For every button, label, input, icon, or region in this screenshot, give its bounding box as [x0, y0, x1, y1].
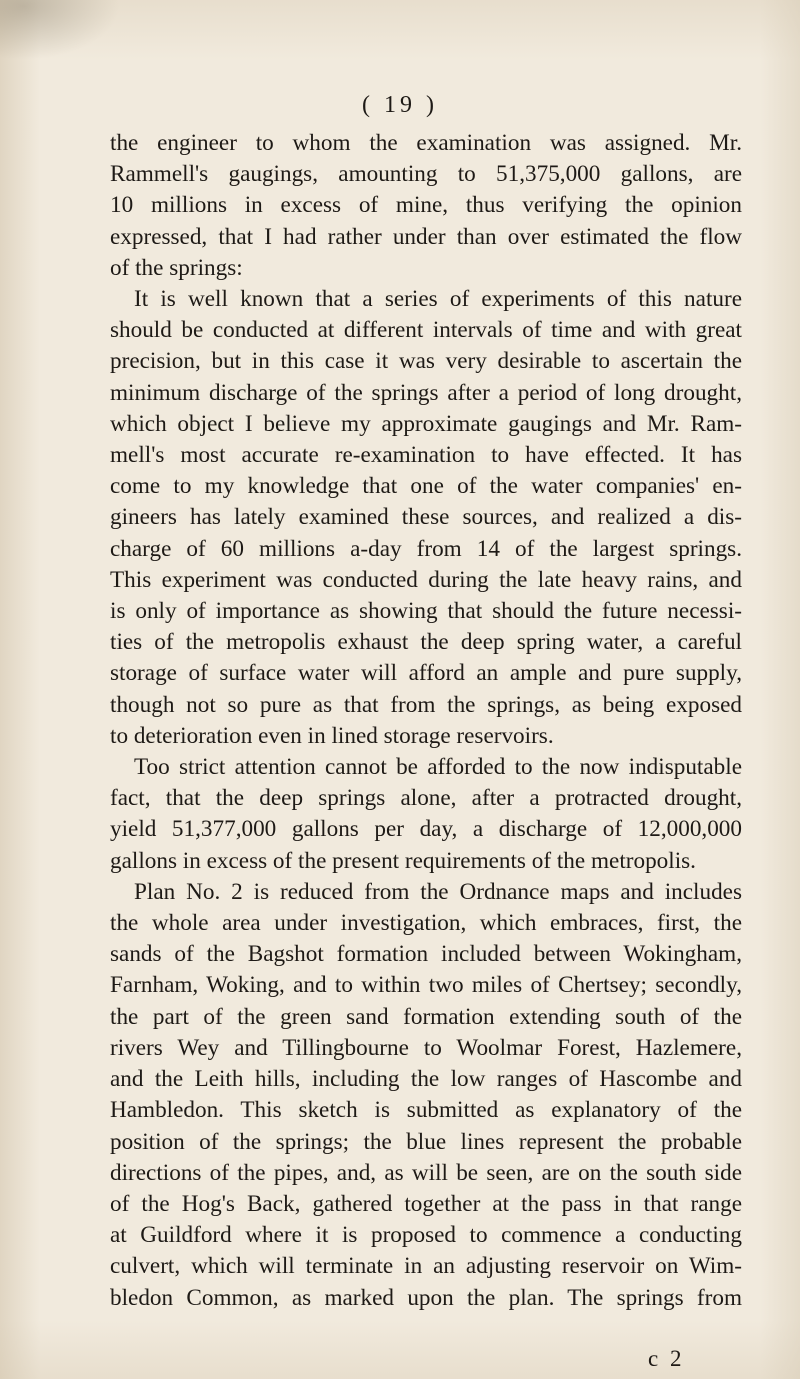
text-line: directions of the pipes, and, as will be seen, are on the south side — [110, 1159, 742, 1186]
text-line: and the Leith hills, including the low ranges of Hascombe and — [110, 1066, 742, 1093]
text-line: gineers has lately examined these sources, and realized a dis- — [110, 504, 742, 531]
signature-mark: c 2 — [648, 1346, 685, 1371]
text-line: minimum discharge of the springs after a period of long drought, — [110, 379, 742, 406]
text-line: This experiment was conducted during the late heavy rains, and — [110, 566, 742, 593]
page-number: ( 19 ) — [362, 92, 438, 118]
text-line: rivers Wey and Tillingbourne to Woolmar Forest, Hazlemere, — [110, 1034, 742, 1061]
text-line: should be conducted at different intervals of time and with great — [110, 317, 742, 344]
text-line: Hambledon. This sketch is submitted as explanatory of the — [110, 1097, 742, 1124]
text-line: culvert, which will terminate in an adjusting reservoir on Wim- — [110, 1253, 742, 1280]
paragraph-3 — [110, 752, 742, 877]
text-line: sands of the Bagshot formation included between Wokingham, — [110, 941, 742, 968]
paragraph-2 — [110, 284, 742, 752]
text-line: ties of the metropolis exhaust the deep spring water, a careful — [110, 629, 742, 656]
text-line: position of the springs; the blue lines represent the probable — [110, 1128, 742, 1155]
text-line: precision, but in this case it was very desirable to ascertain the — [110, 348, 742, 375]
text-line: the engineer to whom the examination was assigned. Mr. — [110, 130, 742, 156]
text-line: the part of the green sand formation extending south of the — [110, 1003, 742, 1030]
text-line: to deterioration even in lined storage reservoirs. — [110, 722, 554, 749]
corner-stain — [0, 0, 120, 60]
text-line: though not so pure as that from the springs, as being exposed — [110, 691, 742, 718]
text-line: Rammell's gaugings, amounting to 51,375,000 gallons, are — [110, 161, 742, 188]
text-line: bledon Common, as marked upon the plan. The springs from — [110, 1284, 742, 1311]
text-line: Too strict attention cannot be afforded to the now indisputable — [134, 754, 742, 781]
body-text — [110, 128, 742, 1314]
text-line: fact, that the deep springs alone, after a protracted drought, — [110, 785, 742, 812]
text-line: come to my knowledge that one of the water companies' en- — [110, 473, 742, 500]
text-line: of the springs: — [110, 254, 243, 281]
text-line: yield 51,377,000 gallons per day, a discharge of 12,000,000 — [110, 816, 742, 843]
text-line: is only of importance as showing that should the future necessi- — [110, 598, 742, 625]
text-line: mell's most accurate re-examination to have effected. It has — [110, 442, 742, 469]
text-line: Plan No. 2 is reduced from the Ordnance maps and includes — [134, 878, 742, 905]
paragraph-1 — [110, 128, 742, 284]
text-line: charge of 60 millions a-day from 14 of the largest springs. — [110, 535, 742, 562]
text-line: at Guildford where it is proposed to commence a conducting — [110, 1222, 742, 1249]
paragraph-4 — [110, 877, 742, 1314]
text-line: gallons in excess of the present requirements of the metropolis. — [110, 847, 696, 874]
text-line: 10 millions in excess of mine, thus verifying the opinion — [110, 192, 742, 219]
text-line: Farnham, Woking, and to within two miles of Chertsey; secondly, — [110, 972, 742, 999]
text-line: the whole area under investigation, which embraces, first, the — [110, 910, 742, 937]
text-line: It is well known that a series of experiments of this nature — [134, 286, 742, 313]
text-line: storage of surface water will afford an ample and pure supply, — [110, 660, 742, 687]
text-line: expressed, that I had rather under than over estimated the flow — [110, 223, 742, 250]
text-line: of the Hog's Back, gathered together at the pass in that range — [110, 1190, 742, 1217]
text-line: which object I believe my approximate gaugings and Mr. Ram- — [110, 410, 742, 437]
